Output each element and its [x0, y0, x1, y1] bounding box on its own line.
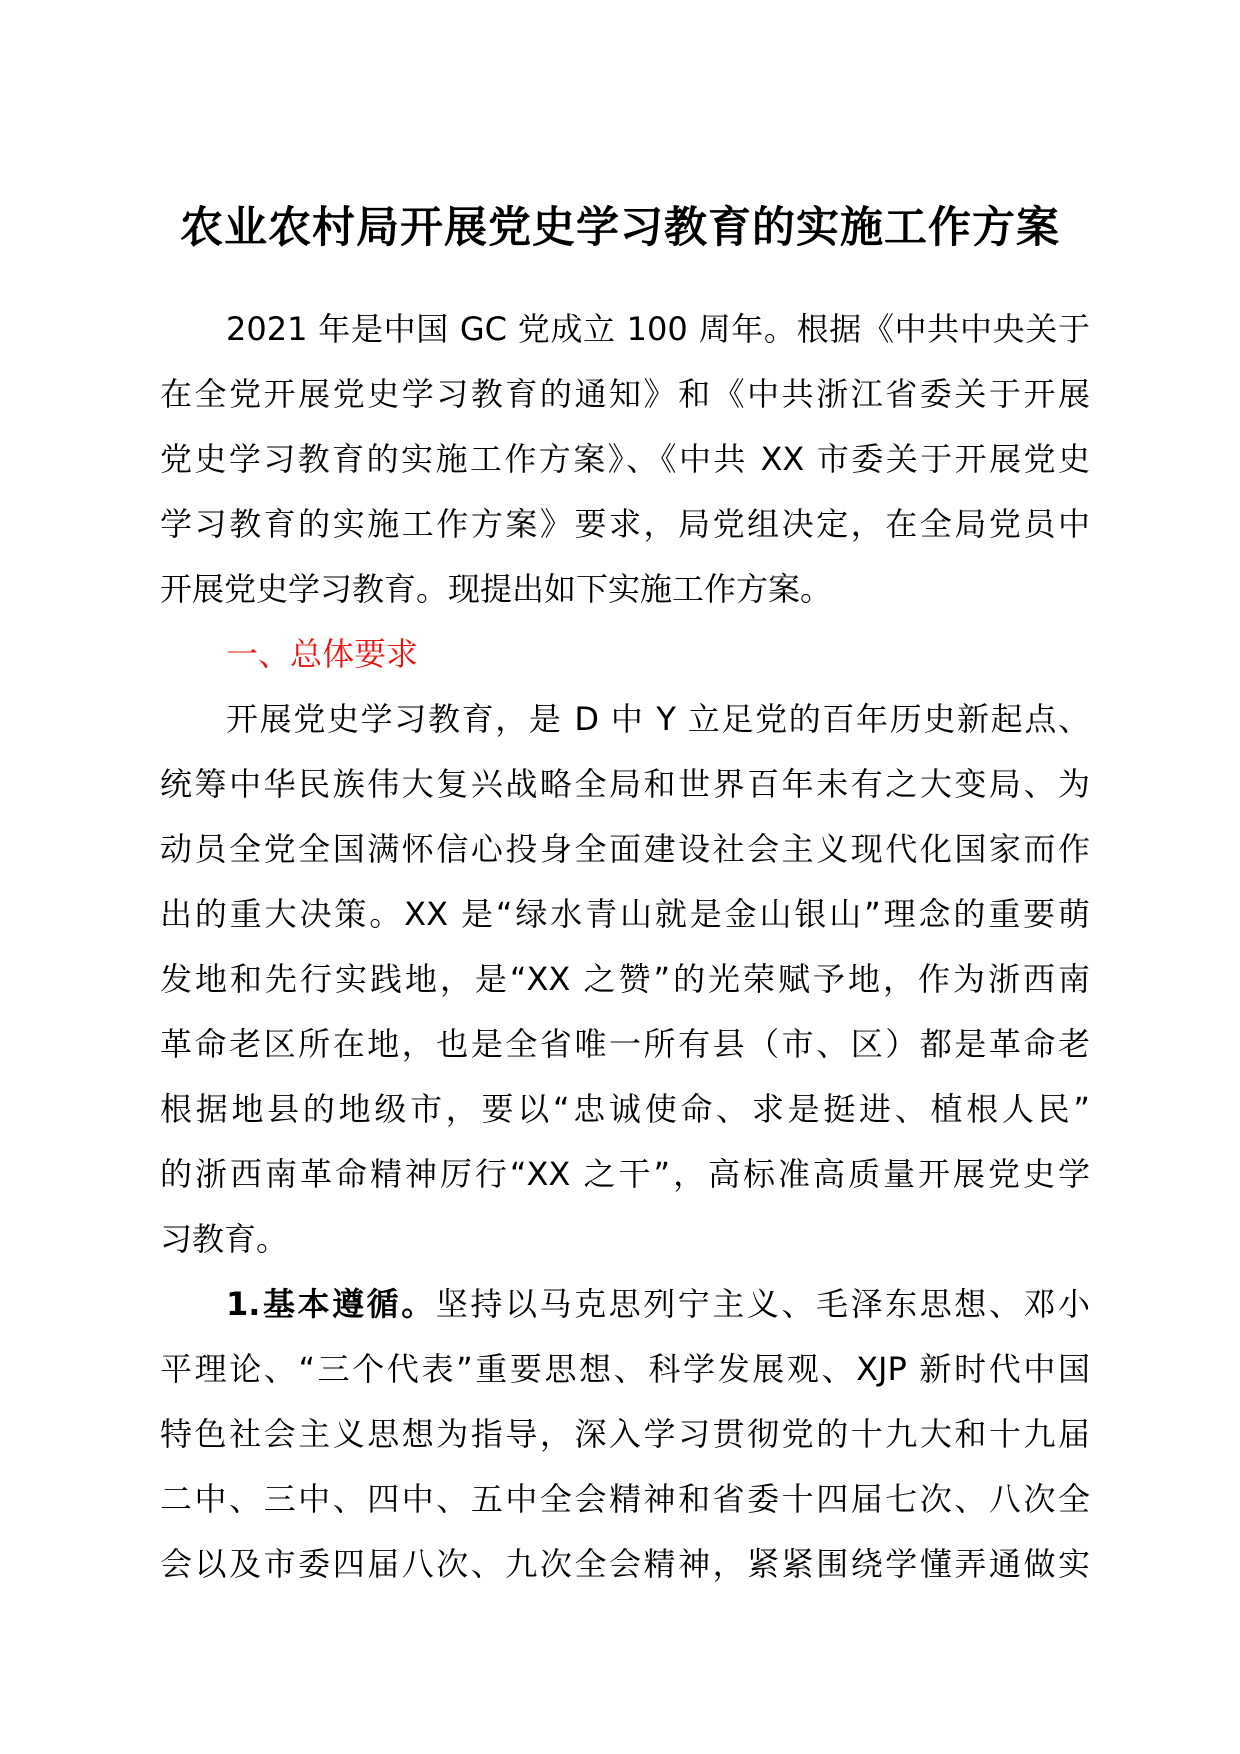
item-text: 坚持以马克思列宁主义、毛泽东思想、邓小 — [435, 1285, 1090, 1323]
item-label-basic-principles: 1.基本遵循。 — [226, 1285, 436, 1323]
paragraph-line: 革命老区所在地，也是全省唯一所有县（市、区）都是革命老 — [160, 1025, 1090, 1063]
paragraph-line: 二中、三中、四中、五中全会精神和省委十四届七次、八次全 — [160, 1480, 1090, 1518]
paragraph-line: 发地和先行实践地，是“XX 之赞”的光荣赋予地，作为浙西南 — [160, 960, 1090, 998]
paragraph-line: 学习教育的实施工作方案》要求，局党组决定，在全局党员中 — [160, 505, 1090, 543]
paragraph-line: 平理论、“三个代表”重要思想、科学发展观、XJP 新时代中国 — [160, 1350, 1090, 1388]
paragraph-line: 统筹中华民族伟大复兴战略全局和世界百年未有之大变局、为 — [160, 765, 1090, 803]
paragraph-line: 特色社会主义思想为指导，深入学习贯彻党的十九大和十九届 — [160, 1415, 1090, 1453]
paragraph-line: 动员全党全国满怀信心投身全面建设社会主义现代化国家而作 — [160, 830, 1090, 868]
paragraph-line: 的浙西南革命精神厉行“XX 之干”，高标准高质量开展党史学 — [160, 1155, 1090, 1193]
paragraph-line: 在全党开展党史学习教育的通知》和《中共浙江省委关于开展 — [160, 375, 1090, 413]
document-title: 农业农村局开展党史学习教育的实施工作方案 — [180, 203, 1060, 253]
section-heading-general-requirements: 一、总体要求 — [226, 635, 419, 673]
intro-paragraph — [160, 297, 1090, 622]
paragraph-line: 出的重大决策。XX 是“绿水青山就是金山银山”理念的重要萌 — [160, 895, 1090, 933]
paragraph-line: 党史学习教育的实施工作方案》、《中共 XX 市委关于开展党史 — [160, 440, 1090, 478]
paragraph-line: 2021 年是中国 GC 党成立 100 周年。根据《中共中央关于 — [226, 310, 1090, 348]
paragraph-line — [160, 1272, 1090, 1337]
paragraph-line: 习教育。 — [160, 1220, 289, 1258]
paragraph-line: 开展党史学习教育。现提出如下实施工作方案。 — [160, 570, 833, 608]
paragraph-line: 根据地县的地级市，要以“忠诚使命、求是挺进、植根人民” — [160, 1090, 1090, 1128]
basic-principles-paragraph — [160, 1272, 1090, 1597]
general-requirements-paragraph — [160, 687, 1090, 1272]
document-body — [160, 297, 1090, 1597]
paragraph-line: 开展党史学习教育，是 D 中 Y 立足党的百年历史新起点、 — [226, 700, 1090, 738]
paragraph-line: 会以及市委四届八次、九次全会精神，紧紧围绕学懂弄通做实 — [160, 1545, 1090, 1583]
